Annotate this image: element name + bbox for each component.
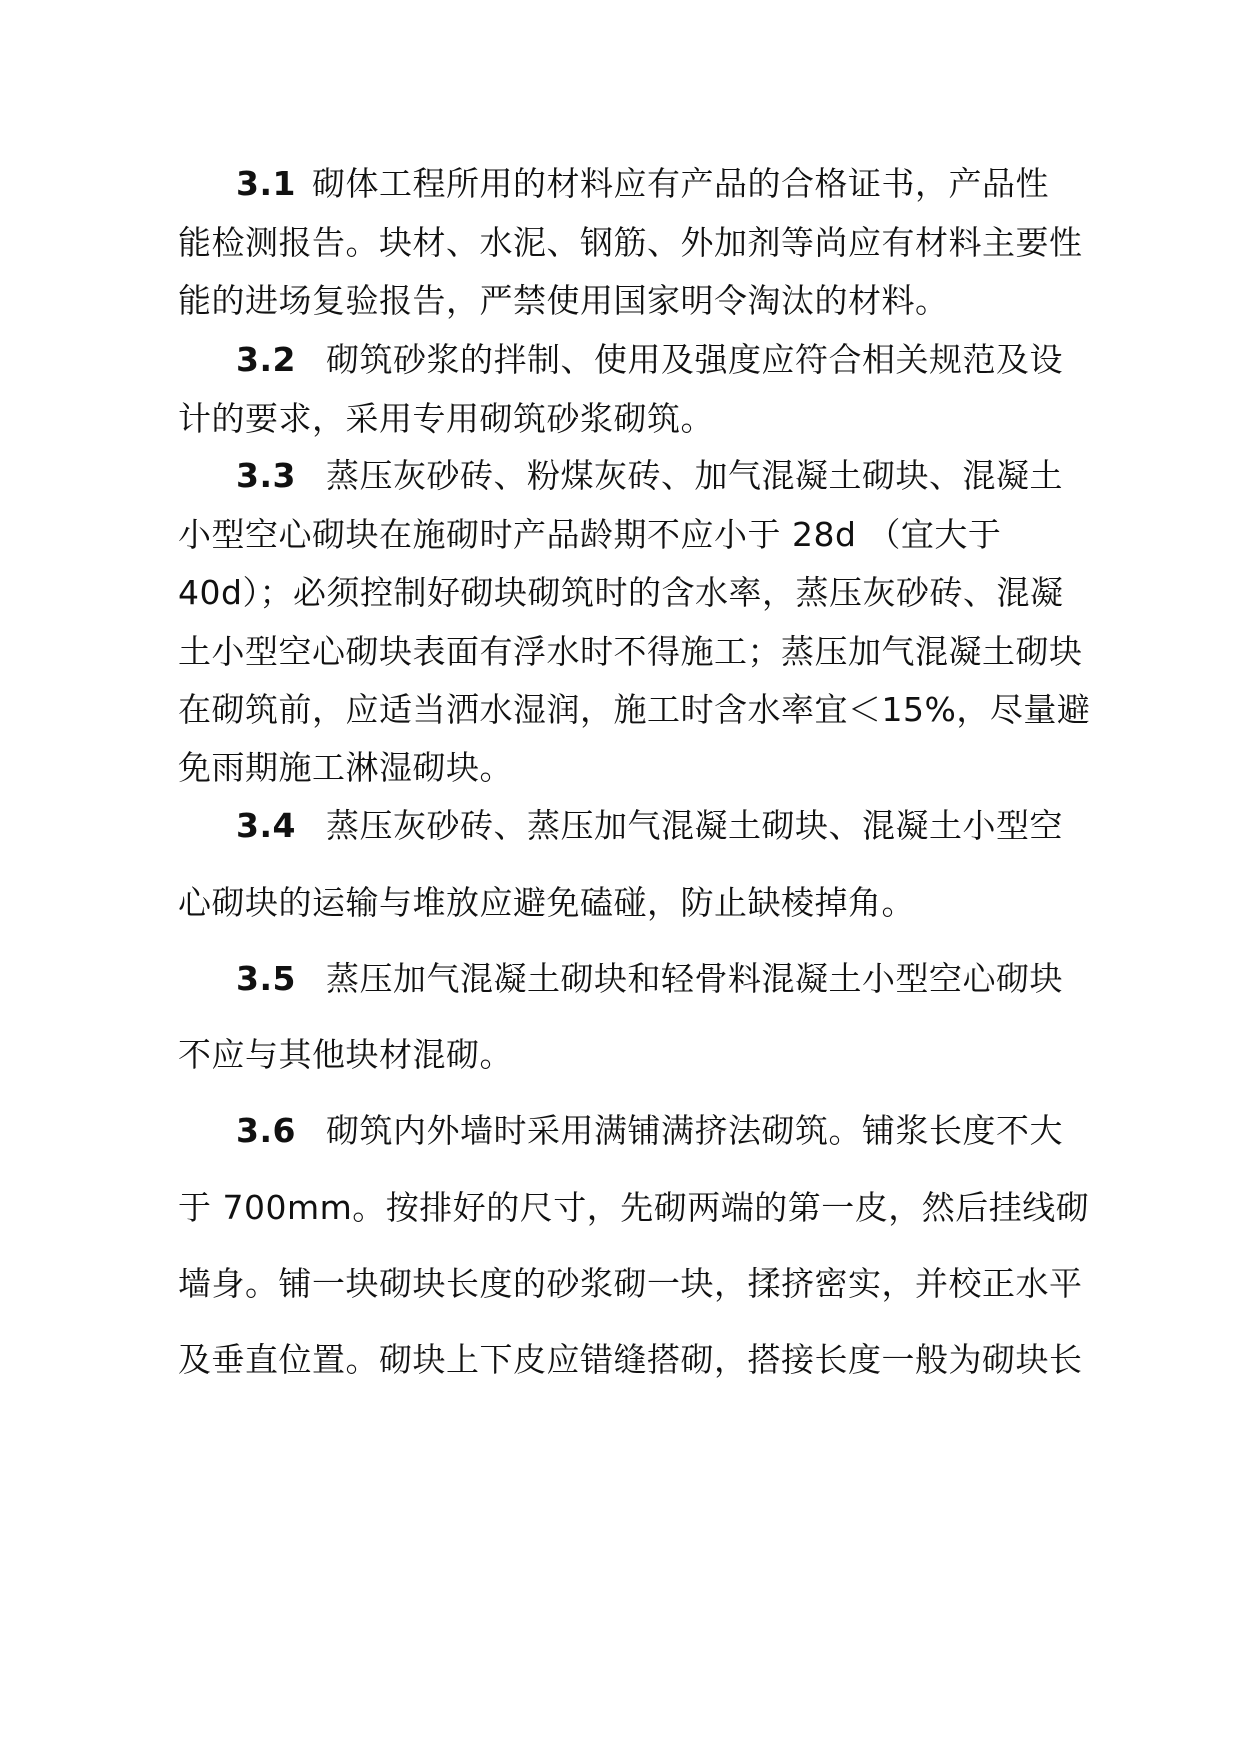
section-text: 蒸压加气混凝土砌块和轻骨料混凝土小型空心砌块 (326, 959, 1063, 998)
section-3-5-line-1 (236, 957, 1136, 1001)
section-3-1-line-1 (236, 162, 1136, 206)
section-3-6-line-1 (236, 1109, 1136, 1153)
section-3-2-line-1 (236, 338, 1136, 382)
section-text: 砌体工程所用的材料应有产品的合格证书，产品性 (312, 164, 1049, 203)
section-3-3-line-3: 40d）；必须控制好砌块砌筑时的含水率，蒸压灰砂砖、混凝 (178, 573, 1064, 612)
section-number: 3.6 (236, 1111, 296, 1150)
section-text: 砌筑砂浆的拌制、使用及强度应符合相关规范及设 (326, 340, 1063, 379)
section-3-3-line-1 (236, 454, 1136, 498)
section-3-2-line-2: 计的要求，采用专用砌筑砂浆砌筑。 (178, 399, 714, 438)
section-number: 3.3 (236, 456, 296, 495)
section-number: 3.4 (236, 806, 296, 845)
section-3-3-line-5: 在砌筑前，应适当洒水湿润，施工时含水率宜＜15%，尽量避 (178, 690, 1091, 729)
section-3-6-line-2: 于 700mm。按排好的尺寸，先砌两端的第一皮，然后挂线砌 (178, 1188, 1090, 1227)
section-3-6-line-4: 及垂直位置。砌块上下皮应错缝搭砌，搭接长度一般为砌块长 (178, 1340, 1083, 1379)
section-text: 蒸压灰砂砖、粉煤灰砖、加气混凝土砌块、混凝土 (326, 456, 1063, 495)
section-3-1-line-3: 能的进场复验报告，严禁使用国家明令淘汰的材料。 (178, 281, 949, 320)
section-number: 3.2 (236, 340, 296, 379)
section-3-3-line-4: 土小型空心砌块表面有浮水时不得施工；蒸压加气混凝土砌块 (178, 632, 1083, 671)
section-3-4-line-2: 心砌块的运输与堆放应避免磕碰，防止缺棱掉角。 (178, 883, 915, 922)
section-text: 蒸压灰砂砖、蒸压加气混凝土砌块、混凝土小型空 (326, 806, 1063, 845)
section-text: 砌筑内外墙时采用满铺满挤法砌筑。铺浆长度不大 (326, 1111, 1063, 1150)
section-3-3-line-6: 免雨期施工淋湿砌块。 (178, 748, 513, 787)
section-3-6-line-3: 墙身。铺一块砌块长度的砂浆砌一块，揉挤密实，并校正水平 (178, 1264, 1083, 1303)
section-3-3-line-2: 小型空心砌块在施砌时产品龄期不应小于 28d （宜大于 (178, 515, 1002, 554)
section-number: 3.5 (236, 959, 296, 998)
section-number: 3.1 (236, 164, 296, 203)
section-3-5-line-2: 不应与其他块材混砌。 (178, 1035, 513, 1074)
section-3-4-line-1 (236, 804, 1136, 848)
section-3-1-line-2: 能检测报告。块材、水泥、钢筋、外加剂等尚应有材料主要性 (178, 223, 1083, 262)
